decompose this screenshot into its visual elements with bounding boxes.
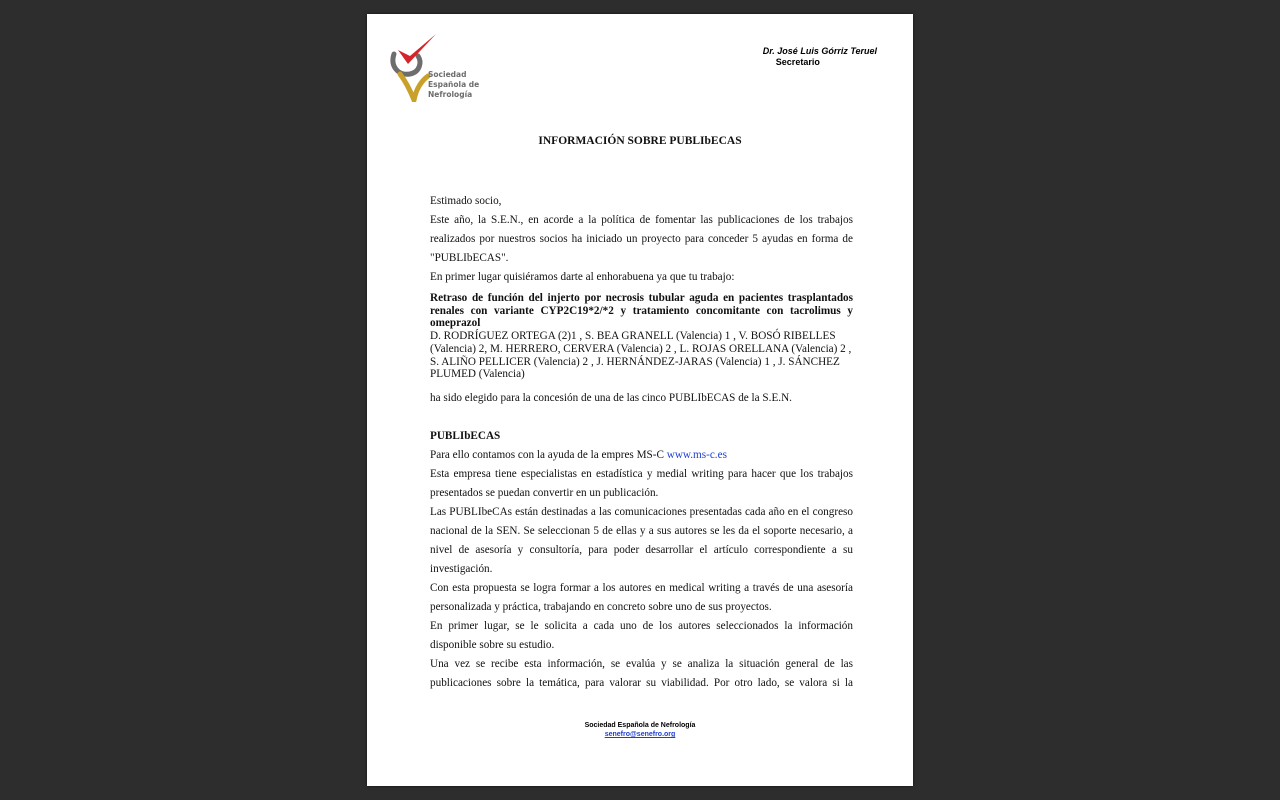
body-paragraph: Esta empresa tiene especialistas en estadística y medial writing para hacer que los trabajos presentados se puedan convertir en un publicación. — [430, 467, 853, 499]
greeting: Estimado socio, — [430, 195, 502, 207]
document-body — [430, 192, 853, 693]
body-paragraph: Una vez se recibe esta información, se evalúa y se analiza la situación general de las publicaciones sobre la temática, para valorar su viabilidad. Por otro lado, se valora si la — [430, 657, 853, 689]
sender-role: Secretario — [775, 57, 820, 67]
body-paragraph: En primer lugar, se le solicita a cada uno de los autores seleccionados la información disponible sobre su estudio. — [430, 619, 853, 651]
support-text: Para ello contamos con la ayuda de la empres MS-C — [430, 448, 667, 461]
logo-line-2: Española de — [428, 80, 480, 89]
ms-c-link[interactable]: www.ms-c.es — [666, 448, 727, 461]
document-page — [367, 14, 913, 786]
support-paragraph — [430, 446, 853, 465]
logo-wordmark — [428, 70, 479, 100]
footer-org: Sociedad Española de Nefrología — [584, 722, 696, 729]
sender-block — [763, 46, 877, 68]
authors-list: D. RODRÍGUEZ ORTEGA (2)1 , S. BEA GRANELL (Valencia) 1 , V. BOSÓ RIBELLES (Valencia) 2, M. HERRERO, CERVERA (Valencia) 2 , L. ROJAS ORELLANA (Valencia) 2 , S. ALIÑO PELLICER (Valencia) 2 , J. HERNÁNDEZ-JARAS (Valencia) 1 , J. SÁNCHEZ PLUMED (Valencia) — [430, 330, 852, 381]
footer — [367, 721, 913, 739]
elected-paragraph: ha sido elegido para la concesión de una de las cinco PUBLIbECAS de la S.E.N. — [430, 391, 792, 404]
intro-paragraph: Este año, la S.E.N., en acorde a la política de fomentar las publicaciones de los trabajos realizados por nuestros socios ha iniciado un proyecto para conceder 5 ayudas en forma de "PUBLIbECAS". — [430, 214, 853, 264]
sender-name: Dr. José Luis Górriz Teruel — [762, 46, 877, 56]
logo-line-1: Sociedad — [428, 70, 467, 79]
document-title: INFORMACIÓN SOBRE PUBLIbECAS — [538, 135, 742, 147]
body-paragraph: Las PUBLIbeCAs están destinadas a las comunicaciones presentadas cada año en el congreso nacional de la SEN. Se seleccionan 5 de ellas y a sus autores se les da el soporte necesario, a nivel de asesoría y consultoría, para poder desarrollar el artículo correspondiente a su investigación. — [430, 505, 853, 575]
congrats-paragraph: En primer lugar quisiéramos darte al enhorabuena ya que tu trabajo: — [430, 271, 735, 283]
footer-email-link[interactable]: senefro@senefro.org — [604, 731, 676, 738]
section-heading: PUBLIbECAS — [430, 429, 501, 442]
work-title: Retraso de función del injerto por necrosis tubular aguda en pacientes trasplantados renales con variante CYP2C19*2/*2 y tratamiento concomitante con tacrolimus y omeprazol — [430, 292, 853, 330]
logo-line-3: Nefrología — [428, 90, 473, 99]
body-paragraph: Con esta propuesta se logra formar a los autores en medical writing a través de una asesoría personalizada y práctica, trabajando en concreto sobre uno de sus proyectos. — [430, 581, 853, 613]
